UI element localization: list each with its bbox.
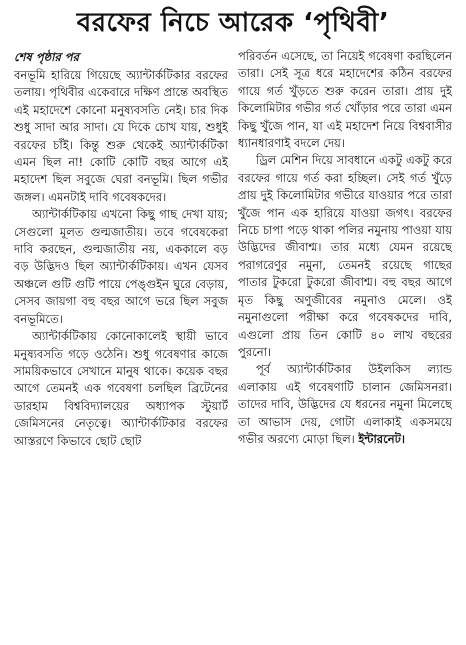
paragraph: অ্যান্টার্কটিকায় কোনোকালেই স্থায়ী ভাবে মনুষ্যবসতি গড়ে ওঠেনি। শুধু গবেষণার কাজে সাময়িকভাবে সেখানে মানুষ থাকে। কয়েক বছর আগে তেমনই এক গবেষণা চলছিল ব্রিটেনের ডারহাম বিশ্ববিদ্যালয়ের অধ্যাপক স্টুয়ার্ট জেমিসনের নেতৃত্বে। অ্যান্টার্কটিকার বরফের আস্তরণে কিভাবে ছোট ছোট xyxy=(14,329,228,448)
right-column xyxy=(238,48,452,638)
headline: বরফের নিচে আরেক ‘পৃথিবী’ xyxy=(76,8,390,38)
source-credit: ইন্টারনেট। xyxy=(358,431,405,446)
paragraph: বনভূমি হারিয়ে গিয়েছে অ্যান্টার্কটিকার বরফের তলায়। পৃথিবীর একেবারে দক্ষিণ প্রান্তে অবস্থিত এই মহাদেশে কোনো মনুষ্যবসতি নেই। চার দিক শুধু সাদা আর সাদা। যে দিকে চোখ যায়, শুধুই বরফের চাঁই। কিন্তু শুরু থেকেই অ্যান্টার্কটিকা এমন ছিল না! কোটি কোটি বছর আগে এই মহাদেশ ছিল সবুজে ঘেরা বনভূমি। ছিল গভীর জঙ্গল। এমনটাই দাবি গবেষকদের। xyxy=(14,68,228,204)
left-column xyxy=(14,48,228,638)
paragraph: অ্যান্টার্কটিকায় এখনো কিছু গাছ দেখা যায়; সেগুলো মূলত গুল্মজাতীয়। তবে গবেষকেরা দাবি করছেন, গুল্মজাতীয় নয়, এককালে বড় বড় উদ্ভিদও ছিল অ্যান্টার্কটিকায়। এখন যেসব অঞ্চলে গুটি গুটি পায়ে পেঙ্গুইন ঘুরে বেড়ায়, সেসব জায়গা বহু বছর আগে ভরে ছিল সবুজ বনভূমিতে। xyxy=(14,207,228,326)
paragraph: ড্রিল মেশিন দিয়ে সাবধানে একটু একটু করে বরফের গায়ে গর্ত করা হচ্ছিল। সেই গর্ত খুঁড়ে প্রায় দুই কিলোমিটার গভীরে যাওয়ার পরে তারা খুঁজে পান এক হারিয়ে যাওয়া জগৎ। বরফের নিচে চাপা পড়ে থাকা পলির নমুনায় পাওয়া যায় উদ্ভিদের জীবাশ্ম। তার মধ্যে যেমন রয়েছে পরাগরেণুর নমুনা, তেমনই রয়েছে গাছের পাতার টুকরো টুকরো জীবাশ্ম। বহু বছর আগে মৃত কিছু অণুজীবের নমুনাও মেলে। ওই নমুনাগুলো পরীক্ষা করে গবেষকদের দাবি, এগুলো প্রায় তিন কোটি ৪০ লাখ বছরের পুরনো। xyxy=(238,153,452,359)
article-body xyxy=(14,48,452,638)
continued-from-label: শেষ পৃষ্ঠার পর xyxy=(14,50,79,64)
paragraph: পরিবর্তন এসেছে, তা নিয়েই গবেষণা করছিলেন তারা। সেই সূত্র ধরে মহাদেশের কঠিন বরফের গায়ে গর্ত খুঁড়তে শুরু করেন তারা। প্রায় দুই কিলোমিটার গভীর গর্ত খোঁড়ার পরে তারা এমন কিছু খুঁজে পান, যা এই মহাদেশ নিয়ে বিশ্ববাসীর ধ্যানধারণাই বদলে দেয়। xyxy=(238,49,452,151)
paragraph xyxy=(238,361,452,448)
paragraph-text: পূর্ব অ্যান্টার্কটিকার উইলকিস ল্যান্ড এলাকায় এই গবেষণাটি চালান জেমিসনরা। তাদের দাবি, উদ্ভিদের যে ধরনের নমুনা মিলেছে তা আভাস দেয়, গোটা এলাকাই একসময়ে গভীর অরণ্যে মোড়া ছিল। xyxy=(238,362,452,446)
